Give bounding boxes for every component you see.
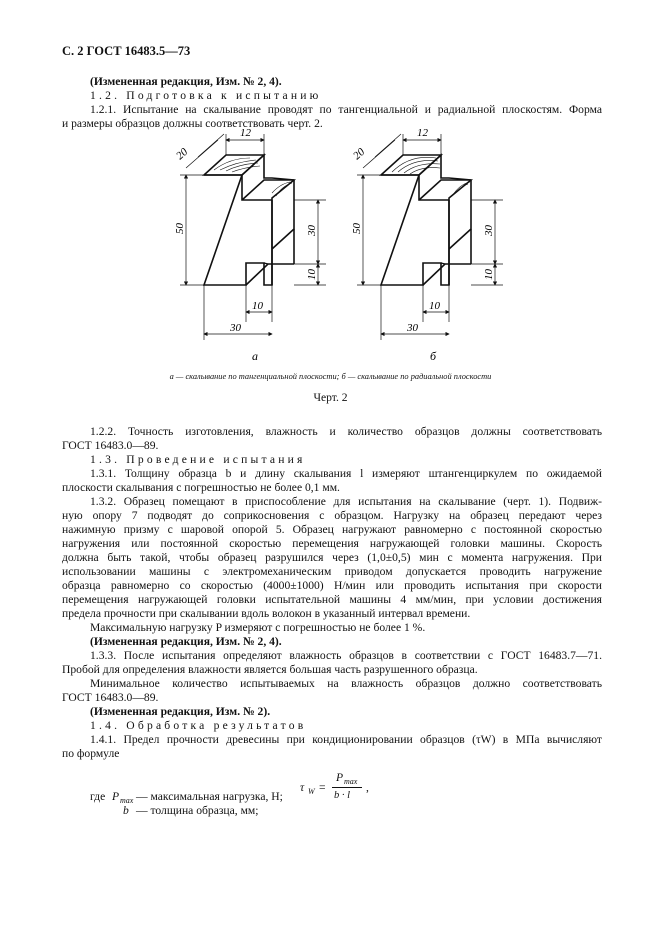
fraction-bar — [332, 787, 362, 788]
section-heading: 1.2. Подготовка к испытанию — [90, 89, 322, 102]
formula-lhs: τ — [300, 781, 305, 794]
paragraph-line: ную опору 7 подводят до соприкосновения с образцом. Нагрузку на образец передают через — [62, 509, 602, 522]
dim-20-b: 20 — [350, 145, 368, 163]
formula-numerator: P — [336, 771, 344, 784]
paragraph-line: 1.3.1. Толщину образца b и длину скалывания l измеряют штангенциркулем по ожидаемой — [90, 467, 602, 480]
where-b-symbol: b — [123, 804, 129, 817]
paragraph-line: Минимальное количество испытываемых на влажность образцов должно соответствовать — [90, 677, 602, 690]
dim-20-a: 20 — [173, 145, 191, 163]
dim-12-a: 12 — [240, 127, 251, 139]
paragraph-line: 1.3.2. Образец помещают в приспособление для испытания на скалывание (черт. 1). Подвиж- — [90, 495, 602, 508]
figure-label-a: а — [252, 349, 258, 363]
figure-caption: а — скалывание по тангенциальной плоскости; б — скалывание по радиальной плоскости — [169, 372, 492, 381]
paragraph-line: должна быть такой, чтобы образец разрушился через (1,0±0,5) мин с момента нагружения. При — [62, 551, 602, 564]
paragraph-line: ГОСТ 16483.0—89. — [62, 439, 159, 452]
dim-10v-a: 10 — [306, 269, 318, 280]
formula-tail: , — [366, 781, 369, 794]
dim-50-b: 50 — [351, 223, 363, 234]
formula-numerator-sub: max — [344, 777, 358, 786]
paragraph-line: нажимную призму с шаровой опорой 5. Образец нагружают равномерно с постоянной скоростью — [62, 523, 602, 536]
paragraph-line: 1.4.1. Предел прочности древесины при кондиционировании образцов (τW) в МПа вычисляют — [90, 733, 602, 746]
paragraph-line: перемещения нагружающей головки испытательной машины 4 мм/мин, при условии достижения — [62, 593, 602, 606]
paragraph-line: и размеры образцов должны соответствовать черт. 2. — [62, 117, 323, 130]
where-p-sub: max — [120, 796, 134, 805]
dim-30v-a: 30 — [306, 225, 318, 236]
specimen-drawing — [0, 120, 661, 380]
paragraph-line: образца равномерно со скоростью (4000±1000) Н/мин или проводить испытания при скорости — [62, 579, 602, 592]
where-word: где — [90, 790, 106, 803]
dim-10v-b: 10 — [483, 269, 495, 280]
formula-denominator: b · l — [334, 790, 351, 801]
paragraph-line: 1.2.2. Точность изготовления, влажность и количество образцов должны соответствовать — [90, 425, 602, 438]
dim-12-b: 12 — [417, 127, 428, 139]
where-b-text: — толщина образца, мм; — [136, 804, 259, 817]
figure-label-b: б — [430, 349, 437, 363]
dim-30h-a: 30 — [230, 322, 241, 334]
paragraph-line: 1.2.1. Испытание на скалывание проводят по тангенциальной и радиальной плоскостям. Форма — [90, 103, 602, 116]
paragraph-line: использовании машины с электромеханическим приводом допускается проводить нагружение — [62, 565, 602, 578]
dim-30v-b: 30 — [483, 225, 495, 236]
page-header: С. 2 ГОСТ 16483.5—73 — [62, 44, 191, 58]
formula-lhs-sub: W — [308, 787, 315, 796]
where-p-text: — максимальная нагрузка, Н; — [136, 790, 283, 803]
paragraph-line: Пробой для определения влажности является большая часть разрушенного образца. — [62, 663, 478, 676]
where-p-symbol: P — [112, 790, 120, 803]
paragraph-line: ГОСТ 16483.0—89. — [62, 691, 159, 704]
paragraph-line: Максимальную нагрузку P измеряют с погрешностью не более 1 %. — [90, 621, 426, 634]
amendment-note: (Измененная редакция, Изм. № 2, 4). — [90, 75, 282, 88]
amendment-note: (Измененная редакция, Изм. № 2). — [90, 705, 271, 718]
paragraph-line: предела прочности при скалывании вдоль волокон в указанный интервал времени. — [62, 607, 471, 620]
formula: τ W = P max b · l , — [300, 771, 369, 801]
paragraph-line: 1.3.3. После испытания определяют влажность образцов в соответствии с ГОСТ 16483.7—71. — [90, 649, 602, 662]
section-heading: 1.4. Обработка результатов — [90, 719, 307, 732]
dim-50-a: 50 — [174, 223, 186, 234]
paragraph-line: по формуле — [62, 747, 120, 760]
dim-10h-a: 10 — [252, 300, 263, 312]
dim-30h-b: 30 — [407, 322, 418, 334]
section-heading: 1.3. Проведение испытания — [90, 453, 306, 466]
paragraph-line: плоскости скалывания с погрешностью не более 0,1 мм. — [62, 481, 340, 494]
figure-number: Черт. 2 — [313, 391, 348, 404]
dim-10h-b: 10 — [429, 300, 440, 312]
paragraph-line: нагружения или постоянной скоростью перемещения нагружающей головки машины. Скорость — [62, 537, 602, 550]
amendment-note: (Измененная редакция, Изм. № 2, 4). — [90, 635, 282, 648]
